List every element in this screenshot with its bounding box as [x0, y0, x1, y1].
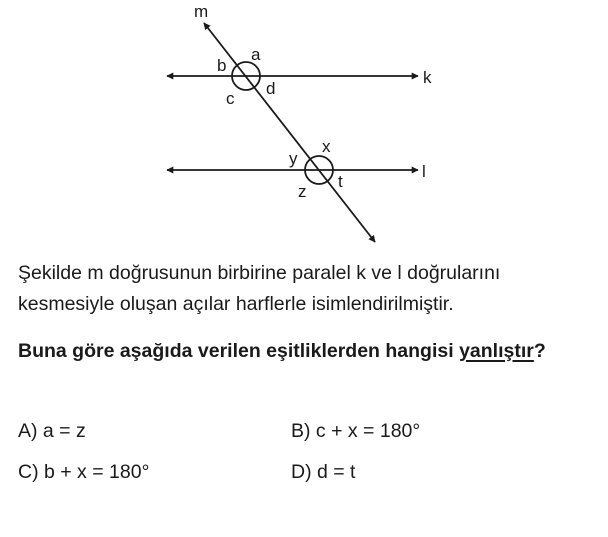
parallel-lines-figure — [0, 0, 608, 250]
option-b[interactable]: B) c + x = 180° — [291, 420, 421, 442]
angle-label-a: a — [251, 45, 261, 64]
question-part1: Buna göre aşağıda verilen eşitliklerden hangisi — [18, 340, 460, 362]
option-c[interactable]: C) b + x = 180° — [18, 461, 150, 483]
angle-label-z: z — [298, 182, 307, 201]
angle-label-y: y — [289, 149, 298, 168]
angle-label-c: c — [226, 89, 235, 108]
question-emphasis: yanlıştır — [459, 340, 534, 362]
angle-label-d: d — [266, 79, 276, 98]
line-m — [204, 23, 375, 242]
option-a[interactable]: A) a = z — [18, 420, 86, 442]
angle-label-b: b — [217, 56, 227, 75]
label-m: m — [194, 2, 209, 21]
angle-label-t: t — [338, 172, 343, 191]
option-d[interactable]: D) d = t — [291, 461, 356, 483]
question-text — [18, 336, 598, 367]
label-k: k — [423, 68, 432, 87]
label-l: l — [422, 162, 426, 181]
intro-text: Şekilde m doğrusunun birbirine paralel k ve l doğrularını kesmesiyle oluşan açılar harflerle isimlendirilmiştir. — [18, 262, 501, 315]
angle-label-x: x — [322, 137, 331, 156]
question-end: ? — [533, 340, 546, 362]
